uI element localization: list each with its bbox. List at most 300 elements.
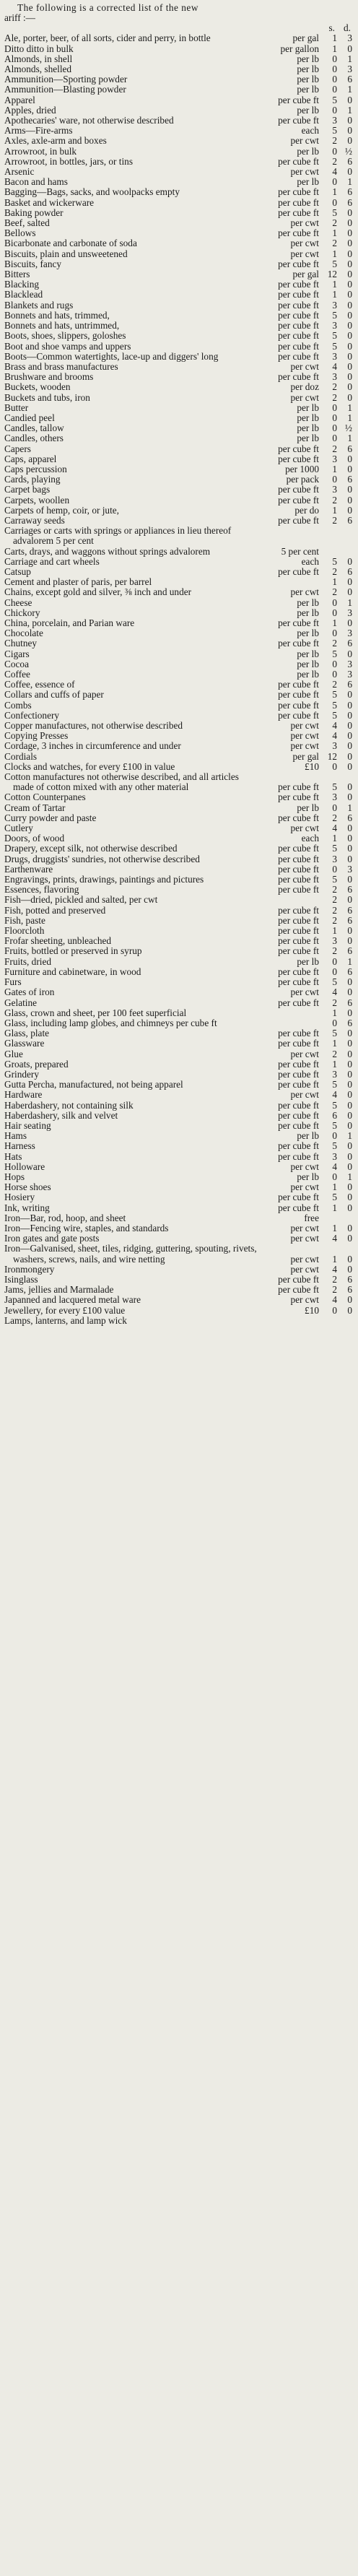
column-header: [4, 23, 354, 33]
tariff-row: [4, 64, 354, 74]
item-unit: per gal: [292, 269, 319, 280]
item-shillings: 0: [332, 433, 337, 444]
item-shillings: 5: [332, 340, 337, 352]
item-pence: 3: [347, 863, 352, 875]
item-pence: 3: [347, 669, 352, 680]
item-description: Cocoa: [4, 658, 29, 669]
item-unit: per cube ft: [278, 258, 319, 269]
item-description: Coffee, essence of: [4, 679, 75, 690]
item-unit: per cube ft: [278, 1028, 319, 1039]
item-description: Biscuits, plain and unsweetened: [4, 248, 128, 259]
item-description: Bonnets and hats, trimmed,: [4, 309, 110, 321]
tariff-row: [4, 577, 354, 587]
tariff-row: [4, 1162, 354, 1172]
item-pence: 0: [347, 823, 352, 834]
tariff-row: [4, 936, 354, 946]
tariff-row: [4, 474, 354, 485]
item-description: Carriage and cart wheels: [4, 555, 100, 567]
item-pence: 3: [347, 32, 352, 44]
item-pence: 0: [347, 1192, 352, 1203]
item-unit: per lb: [297, 104, 319, 116]
item-description: Cards, playing: [4, 474, 61, 485]
tariff-row: [4, 126, 354, 136]
item-pence: 0: [347, 1304, 352, 1316]
item-shillings: 0: [332, 176, 337, 188]
item-description: Collars and cuffs of paper: [4, 689, 104, 701]
item-shillings: 3: [332, 350, 337, 362]
item-shillings: 0: [332, 955, 337, 967]
item-description: Arsenic: [4, 166, 35, 178]
item-unit: per cwt: [290, 823, 319, 834]
item-pence: 1: [347, 433, 352, 444]
item-unit: per lb: [297, 53, 319, 64]
item-description: Capers: [4, 443, 31, 454]
item-pence: 0: [347, 1150, 352, 1162]
item-unit: per cube ft: [278, 792, 319, 803]
item-unit: per cube ft: [278, 904, 319, 916]
item-pence: 0: [347, 494, 352, 506]
item-description: Butter: [4, 402, 29, 413]
tariff-row: [4, 711, 354, 721]
item-shillings: 5: [332, 1140, 337, 1152]
item-pence: 0: [347, 1263, 352, 1275]
tariff-row: [4, 1018, 354, 1028]
item-description: Cement and plaster of paris, per barrel: [4, 576, 152, 588]
tariff-row: [4, 208, 354, 218]
tariff-row: [4, 967, 354, 977]
item-unit: per cwt: [290, 740, 319, 752]
item-description: Bacon and hams: [4, 176, 68, 188]
item-pence: 0: [347, 1253, 352, 1265]
item-shillings: 2: [332, 443, 337, 454]
tariff-row: [4, 772, 354, 792]
item-shillings: 0: [332, 1171, 337, 1182]
tariff-row: [4, 84, 354, 95]
item-pence: 0: [347, 1079, 352, 1090]
tariff-row: [4, 854, 354, 864]
item-description: Confectionery: [4, 709, 60, 721]
item-unit: 5 per cent: [281, 545, 319, 557]
item-shillings: 1: [332, 1181, 337, 1193]
item-pence: 0: [347, 894, 352, 906]
item-unit: per cwt: [290, 1233, 319, 1244]
item-description: Copying Presses: [4, 730, 69, 742]
item-unit: per cube ft: [278, 1140, 319, 1152]
tariff-row: [4, 1049, 354, 1059]
item-shillings: 2: [332, 638, 337, 649]
item-description: Cordage, 3 inches in circumference and under: [4, 740, 181, 752]
item-unit: per cube ft: [278, 115, 319, 126]
item-description: Arms—Fire-arms: [4, 125, 73, 136]
tariff-row: [4, 998, 354, 1008]
item-unit: per lb: [297, 648, 319, 659]
tariff-row: [4, 1192, 354, 1202]
item-pence: 0: [347, 238, 352, 249]
item-pence: 0: [347, 1099, 352, 1111]
item-unit: per cwt: [290, 166, 319, 178]
item-description: Iron—Bar, rod, hoop, and sheet: [4, 1212, 126, 1223]
item-description: Basket and wickerware: [4, 196, 95, 208]
item-pence: 6: [347, 914, 352, 926]
item-shillings: 2: [332, 238, 337, 249]
item-shillings: 3: [332, 1068, 337, 1080]
item-unit: per cube ft: [278, 1202, 319, 1213]
tariff-row: [4, 1223, 354, 1233]
item-pence: 0: [347, 1181, 352, 1193]
item-pence: 0: [347, 781, 352, 793]
item-pence: 0: [347, 504, 352, 516]
item-shillings: 5: [332, 1099, 337, 1111]
tariff-row: [4, 567, 354, 577]
item-pence: 6: [347, 1017, 352, 1028]
item-shillings: 5: [332, 648, 337, 659]
tariff-row: [4, 1141, 354, 1151]
tariff-row: [4, 1203, 354, 1213]
tariff-row: [4, 844, 354, 854]
item-pence: 0: [347, 289, 352, 300]
item-pence: 1: [347, 412, 352, 423]
tariff-row: [4, 177, 354, 187]
tariff-row: [4, 557, 354, 567]
item-shillings: 4: [332, 720, 337, 732]
item-shillings: 5: [332, 309, 337, 321]
tariff-row: [4, 218, 354, 228]
item-description: Combs: [4, 699, 32, 711]
item-pence: 0: [347, 350, 352, 362]
item-unit: per cube ft: [278, 565, 319, 577]
item-pence: 0: [347, 1109, 352, 1121]
item-pence: 6: [347, 884, 352, 895]
tariff-row: [4, 1316, 354, 1326]
tariff-row: [4, 1182, 354, 1192]
tariff-row: [4, 1131, 354, 1141]
item-description: Carraway seeds: [4, 514, 65, 526]
item-unit: per pack: [286, 474, 319, 485]
tariff-row: [4, 721, 354, 731]
tariff-row: [4, 1070, 354, 1080]
tariff-row: [4, 403, 354, 413]
item-pence: 6: [347, 514, 352, 526]
item-shillings: 1: [332, 1038, 337, 1049]
tariff-row: [4, 526, 354, 546]
item-unit: per cube ft: [278, 494, 319, 506]
item-unit: per cwt: [290, 1294, 319, 1306]
item-description: Blankets and rugs: [4, 299, 74, 311]
item-description: Jams, jellies and Marmalade: [4, 1284, 114, 1296]
item-shillings: 5: [332, 699, 337, 711]
item-unit: each: [301, 125, 319, 136]
tariff-row: [4, 95, 354, 105]
item-unit: per cwt: [290, 1048, 319, 1059]
item-pence: 0: [347, 299, 352, 311]
tariff-row: [4, 916, 354, 926]
item-description: Jewellery, for every £100 value: [4, 1304, 126, 1316]
item-unit: per 1000: [285, 463, 319, 474]
item-pence: 0: [347, 1119, 352, 1131]
item-description: Haberdashery, not containing silk: [4, 1099, 134, 1111]
item-description: Lamps, lanterns, and lamp wick: [4, 1314, 127, 1326]
item-shillings: 2: [332, 884, 337, 895]
item-shillings: 2: [332, 494, 337, 506]
item-description: Glass, crown and sheet, per 100 feet superficial: [4, 1007, 187, 1018]
item-shillings: 2: [332, 914, 337, 926]
item-shillings: 2: [332, 135, 337, 147]
tariff-row: [4, 44, 354, 54]
item-unit: per cube ft: [278, 884, 319, 895]
item-shillings: 3: [332, 299, 337, 311]
item-unit: per gal: [292, 750, 319, 762]
item-description: Grindery: [4, 1068, 39, 1080]
item-pence: 0: [347, 381, 352, 393]
item-description: Bitters: [4, 269, 30, 280]
item-unit: per cube ft: [278, 853, 319, 864]
item-description: Boot and shoe vamps and uppers: [4, 340, 131, 352]
item-shillings: 5: [332, 1119, 337, 1131]
item-shillings: 0: [332, 863, 337, 875]
item-pence: 1: [347, 802, 352, 813]
item-description: Boots—Common watertights, lace-up and diggers' long: [4, 350, 219, 362]
item-shillings: 2: [332, 894, 337, 906]
shillings-header: s.: [328, 22, 335, 34]
item-unit: per cube ft: [278, 1079, 319, 1090]
item-description: Candles, others: [4, 433, 64, 444]
item-shillings: 2: [332, 565, 337, 577]
item-unit: per cube ft: [278, 874, 319, 885]
tariff-row: [4, 1244, 354, 1264]
tariff-row: [4, 1111, 354, 1121]
tariff-row: [4, 741, 354, 751]
item-pence: 6: [347, 565, 352, 577]
item-shillings: 1: [332, 463, 337, 474]
item-pence: 6: [347, 812, 352, 823]
item-shillings: 2: [332, 812, 337, 823]
item-unit: per cwt: [290, 586, 319, 598]
item-description: Buckets, wooden: [4, 381, 71, 393]
item-pence: 0: [347, 1089, 352, 1101]
item-shillings: 5: [332, 689, 337, 701]
item-unit: each: [301, 555, 319, 567]
tariff-row: [4, 987, 354, 997]
item-unit: per cwt: [290, 217, 319, 229]
item-description: Carpet bags: [4, 484, 51, 495]
item-description: Beef, salted: [4, 217, 50, 229]
item-pence: 1: [347, 402, 352, 413]
intro-line-1: The following is a corrected list of the new: [17, 2, 198, 13]
item-unit: per lb: [297, 433, 319, 444]
item-shillings: 4: [332, 1233, 337, 1244]
tariff-document: [3, 0, 355, 1326]
item-unit: per cube ft: [278, 484, 319, 495]
tariff-row: [4, 926, 354, 936]
tariff-row: [4, 423, 354, 433]
item-shillings: 1: [332, 43, 337, 54]
item-unit: per cube ft: [278, 299, 319, 311]
tariff-row: [4, 875, 354, 885]
item-unit: per cube ft: [278, 330, 319, 342]
tariff-row: [4, 608, 354, 618]
item-description: Apothecaries' ware, not otherwise described: [4, 115, 174, 126]
tariff-row: [4, 957, 354, 967]
item-unit: free: [304, 1212, 319, 1223]
item-pence: 6: [347, 1284, 352, 1296]
item-pence: 0: [347, 1161, 352, 1172]
item-description: Cutlery: [4, 823, 33, 834]
item-description: Fish, paste: [4, 914, 45, 926]
item-pence: 0: [347, 227, 352, 239]
item-description: Furs: [4, 976, 22, 988]
item-shillings: 5: [332, 874, 337, 885]
item-shillings: 4: [332, 360, 337, 372]
item-unit: per cwt: [290, 1181, 319, 1193]
item-shillings: 0: [332, 1130, 337, 1142]
item-description: Holloware: [4, 1161, 45, 1172]
item-pence: 0: [347, 1202, 352, 1213]
tariff-row: [4, 279, 354, 290]
item-shillings: 2: [332, 945, 337, 957]
tariff-row: [4, 792, 354, 802]
item-shillings: 1: [332, 1058, 337, 1070]
item-pence: 0: [347, 125, 352, 136]
item-shillings: 2: [332, 1284, 337, 1296]
tariff-row: [4, 618, 354, 628]
tariff-row: [4, 238, 354, 248]
item-shillings: 1: [332, 248, 337, 259]
item-unit: per cwt: [290, 1161, 319, 1172]
tariff-row: [4, 628, 354, 638]
item-pence: 0: [347, 391, 352, 403]
item-description: Hams: [4, 1130, 27, 1142]
item-pence: 6: [347, 638, 352, 649]
item-shillings: 3: [332, 792, 337, 803]
tariff-row: [4, 228, 354, 238]
item-unit: per cube ft: [278, 617, 319, 628]
pence-header: d.: [344, 22, 351, 34]
item-unit: per cube ft: [278, 207, 319, 218]
item-description: Glass, including lamp globes, and chimneys per cube ft: [4, 1017, 217, 1028]
tariff-row: [4, 803, 354, 813]
item-pence: 0: [347, 925, 352, 937]
item-description: Essences, flavoring: [4, 884, 79, 895]
item-description: Ale, porter, beer, of all sorts, cider and perry, in bottle: [4, 32, 211, 44]
item-pence: 0: [347, 853, 352, 864]
item-shillings: 1: [332, 833, 337, 844]
item-description: Coffee: [4, 669, 30, 680]
item-shillings: 2: [332, 217, 337, 229]
item-unit: per cube ft: [278, 186, 319, 198]
tariff-row: [4, 638, 354, 649]
item-shillings: 2: [332, 904, 337, 916]
item-pence: 0: [347, 576, 352, 588]
item-shillings: 5: [332, 1079, 337, 1090]
tariff-row: [4, 506, 354, 516]
tariff-row: [4, 885, 354, 895]
tariff-row: [4, 444, 354, 454]
item-shillings: 0: [332, 802, 337, 813]
item-pence: 0: [347, 986, 352, 998]
item-unit: per lb: [297, 955, 319, 967]
item-pence: 1: [347, 1130, 352, 1142]
tariff-row: [4, 516, 354, 526]
item-description: Floorcloth: [4, 925, 45, 937]
item-unit: per cube ft: [278, 976, 319, 988]
tariff-row: [4, 1172, 354, 1182]
item-pence: 0: [347, 1048, 352, 1059]
item-pence: 0: [347, 843, 352, 854]
item-pence: 6: [347, 945, 352, 957]
tariff-row: [4, 823, 354, 833]
item-description: Doors, of wood: [4, 833, 65, 844]
tariff-row: [4, 54, 354, 64]
item-pence: 0: [347, 248, 352, 259]
item-pence: 0: [347, 1222, 352, 1233]
item-shillings: 2: [332, 997, 337, 1008]
item-unit: per lb: [297, 628, 319, 639]
item-description: Candles, tallow: [4, 422, 64, 434]
tariff-row: [4, 147, 354, 157]
tariff-row: [4, 659, 354, 669]
tariff-row: [4, 1080, 354, 1090]
tariff-row: [4, 690, 354, 700]
item-description: Clocks and watches, for every £100 in value: [4, 760, 175, 772]
item-unit: per cube ft: [278, 863, 319, 875]
item-description: Caps, apparel: [4, 453, 57, 464]
tariff-row: [4, 649, 354, 659]
tariff-row: [4, 1059, 354, 1070]
tariff-row: [4, 300, 354, 311]
tariff-row: [4, 321, 354, 331]
tariff-row: [4, 1038, 354, 1049]
tariff-row: [4, 813, 354, 823]
item-description: Frofar sheeting, unbleached: [4, 935, 112, 947]
item-unit: per cube ft: [278, 453, 319, 464]
item-pence: 0: [347, 792, 352, 803]
tariff-row: [4, 731, 354, 741]
item-unit: per gal: [292, 32, 319, 44]
item-pence: 0: [347, 648, 352, 659]
item-pence: 0: [347, 269, 352, 280]
tariff-row: [4, 454, 354, 464]
item-pence: 0: [347, 750, 352, 762]
item-unit: per lb: [297, 176, 319, 188]
item-shillings: 3: [332, 115, 337, 126]
item-pence: 1: [347, 104, 352, 116]
item-description: Almonds, in shell: [4, 53, 73, 64]
item-shillings: 0: [332, 760, 337, 772]
item-description: Fruits, bottled or preserved in syrup: [4, 945, 142, 957]
item-description: Harness: [4, 1140, 35, 1152]
item-description: Blacking: [4, 279, 40, 290]
item-shillings: 3: [332, 935, 337, 947]
tariff-row: [4, 382, 354, 392]
tariff-row: [4, 167, 354, 177]
item-unit: per cwt: [290, 135, 319, 147]
item-shillings: 2: [332, 586, 337, 598]
item-shillings: 0: [332, 64, 337, 75]
item-pence: 0: [347, 484, 352, 495]
item-pence: 0: [347, 740, 352, 752]
item-shillings: 2: [332, 155, 337, 167]
tariff-row: [4, 372, 354, 382]
tariff-row: [4, 1028, 354, 1038]
item-description: Fish, potted and preserved: [4, 904, 106, 916]
item-unit: per lb: [297, 412, 319, 423]
tariff-row: [4, 680, 354, 690]
tariff-row: [4, 1121, 354, 1131]
item-unit: per cube ft: [278, 781, 319, 793]
item-description: Arrowroot, in bulk: [4, 145, 77, 157]
item-pence: 0: [347, 115, 352, 126]
tariff-row: [4, 833, 354, 844]
